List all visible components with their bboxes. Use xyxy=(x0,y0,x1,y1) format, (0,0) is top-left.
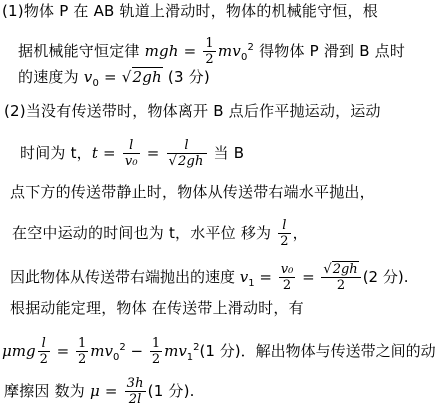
line-7-end: ， xyxy=(292,224,308,242)
l-over-sqrt-fraction xyxy=(167,138,207,169)
equals-sign: = xyxy=(51,342,74,360)
text-line-6 xyxy=(10,183,375,201)
equals-sign: = xyxy=(98,144,121,162)
fraction-numerator: v₀ xyxy=(280,262,294,277)
fraction-numerator: l xyxy=(184,138,189,153)
fraction-denominator: 2 xyxy=(279,277,296,293)
equals-sign: = xyxy=(141,144,165,162)
mgh-term: mgh xyxy=(144,42,179,60)
text-line-5 xyxy=(20,138,244,169)
fraction-numerator: 3h xyxy=(126,376,144,391)
text-line-9 xyxy=(10,299,304,317)
line-8-text-a: 因此物体从传送带右端抛出的速度 xyxy=(10,268,240,286)
subscript: 0 xyxy=(112,352,120,363)
fraction-numerator: 1 xyxy=(205,36,214,51)
line-2-text-b: 得物体 P 滑到 B 点时 xyxy=(254,42,406,60)
t-variable: t xyxy=(91,144,99,162)
radical-sign: √ xyxy=(121,68,132,86)
sqrt-expression xyxy=(323,262,358,277)
subscript: 1 xyxy=(186,352,194,363)
line-5-text-a: 时间为 t， xyxy=(20,144,92,162)
text-line-1 xyxy=(2,2,378,20)
text-line-2 xyxy=(18,36,405,67)
equals-sign: = xyxy=(99,68,122,86)
line-7-text: 在空中运动的时间也为 t，水平位 移为 xyxy=(12,224,277,242)
fraction-denominator: 2 xyxy=(151,352,161,367)
l-over-v0-fraction xyxy=(123,138,140,169)
text-line-10 xyxy=(2,336,436,367)
l-over-2-fraction xyxy=(38,336,50,367)
line-8-text-b: (2 分). xyxy=(362,268,409,286)
subscript: 1 xyxy=(248,278,255,289)
line-10-text-b: (1 分)．解出物体与传送带之间的动 xyxy=(199,342,436,360)
sqrt-over-2-fraction xyxy=(321,262,360,293)
line-11-text-b: (1 分). xyxy=(147,382,195,400)
mv1-term: mv xyxy=(164,342,187,360)
line-3-text-a: 的速度为 xyxy=(18,68,84,86)
fraction-numerator: l xyxy=(282,218,287,233)
text-line-7 xyxy=(12,218,308,249)
radicand: 2gh xyxy=(332,262,358,277)
minus-sign: − xyxy=(125,342,148,360)
radicand: 2gh xyxy=(177,154,204,169)
line-4-text: (2)当没有传送带时，物体离开 B 点后作平抛运动，运动 xyxy=(4,102,381,120)
fraction-denominator: 2 xyxy=(205,52,214,67)
half-fraction-2 xyxy=(150,336,162,367)
line-3-text-b: (3 分) xyxy=(162,68,210,86)
fraction-denominator: 2 xyxy=(321,277,360,293)
3h-over-2l-fraction xyxy=(125,376,146,407)
equals-sign: = xyxy=(178,42,202,60)
fraction-numerator: 1 xyxy=(151,336,161,351)
mu-mg-term: μmg xyxy=(2,342,36,360)
text-line-4 xyxy=(4,102,381,120)
radical-sign: √ xyxy=(323,262,332,277)
line-2-text-a: 据机械能守恒定律 xyxy=(18,42,145,60)
half-fraction xyxy=(203,36,215,67)
v0-variable: v xyxy=(83,68,93,86)
fraction-denominator: 2 xyxy=(280,234,289,249)
fraction-numerator: l xyxy=(129,138,134,153)
radical-sign: √ xyxy=(168,154,177,169)
line-9-text: 根据动能定理，物体 在传送带上滑动时，有 xyxy=(10,299,304,317)
sqrt-expression xyxy=(169,154,205,169)
mv-term: mv xyxy=(217,42,241,60)
l-over-2-fraction xyxy=(278,218,290,249)
superscript: 2 xyxy=(193,342,200,353)
mv0-term: mv xyxy=(90,342,113,360)
fraction-denominator xyxy=(167,153,207,169)
text-line-8 xyxy=(10,262,408,293)
fraction-denominator: 2l xyxy=(125,391,146,407)
fraction-numerator: l xyxy=(41,336,46,351)
fraction-denominator: v₀ xyxy=(124,154,138,169)
equals-sign: = xyxy=(297,268,320,286)
equals-sign: = xyxy=(99,382,123,400)
fraction-denominator: 2 xyxy=(77,352,87,367)
line-5-text-b: 当 B xyxy=(208,144,245,162)
fraction-numerator xyxy=(321,262,360,277)
superscript: 2 xyxy=(119,342,126,353)
v1-variable: v xyxy=(239,268,249,286)
line-6-text: 点下方的传送带静止时，物体从传送带右端水平抛出， xyxy=(10,183,375,201)
fraction-denominator: 2 xyxy=(39,352,48,367)
text-line-3 xyxy=(18,68,210,89)
fraction-numerator: 1 xyxy=(77,336,87,351)
equals-sign: = xyxy=(254,268,277,286)
text-line-11 xyxy=(4,376,195,407)
radicand: 2gh xyxy=(132,68,162,86)
line-11-text-a: 摩擦因 数为 xyxy=(4,382,90,400)
subscript: 0 xyxy=(92,78,100,89)
line-1-text: (1)物体 P 在 AB 轨道上滑动时，物体的机械能守恒，根 xyxy=(2,2,378,20)
subscript: 0 xyxy=(240,52,248,63)
sqrt-expression xyxy=(122,68,163,86)
superscript: 2 xyxy=(247,42,255,53)
v0-over-2-fraction xyxy=(279,262,296,293)
mu-variable: μ xyxy=(89,382,100,400)
half-fraction xyxy=(76,336,88,367)
